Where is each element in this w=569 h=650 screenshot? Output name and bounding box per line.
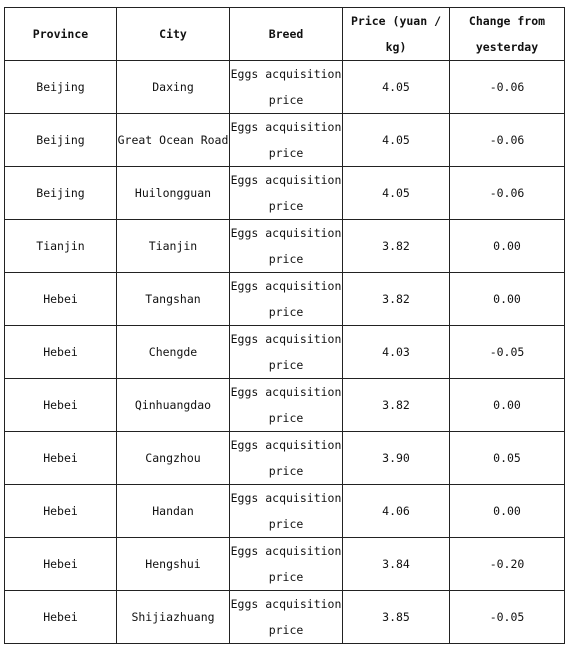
breed-cell: Eggs acquisition price — [230, 379, 343, 432]
city-cell: Tianjin — [117, 220, 230, 273]
province-cell: Hebei — [5, 591, 117, 644]
change-cell: -0.06 — [450, 114, 565, 167]
city-cell: Cangzhou — [117, 432, 230, 485]
table-row — [5, 61, 565, 114]
header-city: City — [117, 8, 230, 61]
breed-cell: Eggs acquisition price — [230, 61, 343, 114]
province-cell: Beijing — [5, 167, 117, 220]
price-cell: 4.05 — [343, 114, 450, 167]
table-row — [5, 591, 565, 644]
header-price: Price (yuan / kg) — [343, 8, 450, 61]
change-cell: -0.05 — [450, 591, 565, 644]
table-row — [5, 273, 565, 326]
city-cell: Shijiazhuang — [117, 591, 230, 644]
change-cell: 0.00 — [450, 220, 565, 273]
header-breed: Breed — [230, 8, 343, 61]
table-row — [5, 167, 565, 220]
change-cell: -0.20 — [450, 538, 565, 591]
province-cell: Hebei — [5, 432, 117, 485]
city-cell: Hengshui — [117, 538, 230, 591]
header-row — [5, 8, 565, 61]
breed-cell: Eggs acquisition price — [230, 273, 343, 326]
province-cell: Hebei — [5, 326, 117, 379]
breed-cell: Eggs acquisition price — [230, 114, 343, 167]
price-cell: 4.03 — [343, 326, 450, 379]
price-cell: 3.82 — [343, 220, 450, 273]
city-cell: Daxing — [117, 61, 230, 114]
breed-cell: Eggs acquisition price — [230, 167, 343, 220]
province-cell: Beijing — [5, 114, 117, 167]
province-cell: Beijing — [5, 61, 117, 114]
breed-cell: Eggs acquisition price — [230, 432, 343, 485]
breed-cell: Eggs acquisition price — [230, 326, 343, 379]
price-table — [4, 7, 565, 644]
header-change: Change from yesterday — [450, 8, 565, 61]
city-cell: Chengde — [117, 326, 230, 379]
city-cell: Tangshan — [117, 273, 230, 326]
province-cell: Hebei — [5, 379, 117, 432]
city-cell: Huilongguan — [117, 167, 230, 220]
price-cell: 3.82 — [343, 379, 450, 432]
table-row — [5, 432, 565, 485]
table-row — [5, 485, 565, 538]
change-cell: 0.00 — [450, 379, 565, 432]
price-cell: 3.84 — [343, 538, 450, 591]
breed-cell: Eggs acquisition price — [230, 538, 343, 591]
price-cell: 3.85 — [343, 591, 450, 644]
province-cell: Hebei — [5, 538, 117, 591]
change-cell: 0.05 — [450, 432, 565, 485]
city-cell: Handan — [117, 485, 230, 538]
change-cell: -0.05 — [450, 326, 565, 379]
change-cell: 0.00 — [450, 273, 565, 326]
change-cell: 0.00 — [450, 485, 565, 538]
table-row — [5, 220, 565, 273]
city-cell: Great Ocean Road — [117, 114, 230, 167]
breed-cell: Eggs acquisition price — [230, 220, 343, 273]
breed-cell: Eggs acquisition price — [230, 591, 343, 644]
table-row — [5, 379, 565, 432]
header-province: Province — [5, 8, 117, 61]
change-cell: -0.06 — [450, 167, 565, 220]
price-cell: 4.05 — [343, 61, 450, 114]
province-cell: Hebei — [5, 485, 117, 538]
price-cell: 4.06 — [343, 485, 450, 538]
price-cell: 3.82 — [343, 273, 450, 326]
price-cell: 4.05 — [343, 167, 450, 220]
table-row — [5, 114, 565, 167]
city-cell: Qinhuangdao — [117, 379, 230, 432]
province-cell: Hebei — [5, 273, 117, 326]
change-cell: -0.06 — [450, 61, 565, 114]
table-row — [5, 326, 565, 379]
table-row — [5, 538, 565, 591]
breed-cell: Eggs acquisition price — [230, 485, 343, 538]
price-cell: 3.90 — [343, 432, 450, 485]
province-cell: Tianjin — [5, 220, 117, 273]
